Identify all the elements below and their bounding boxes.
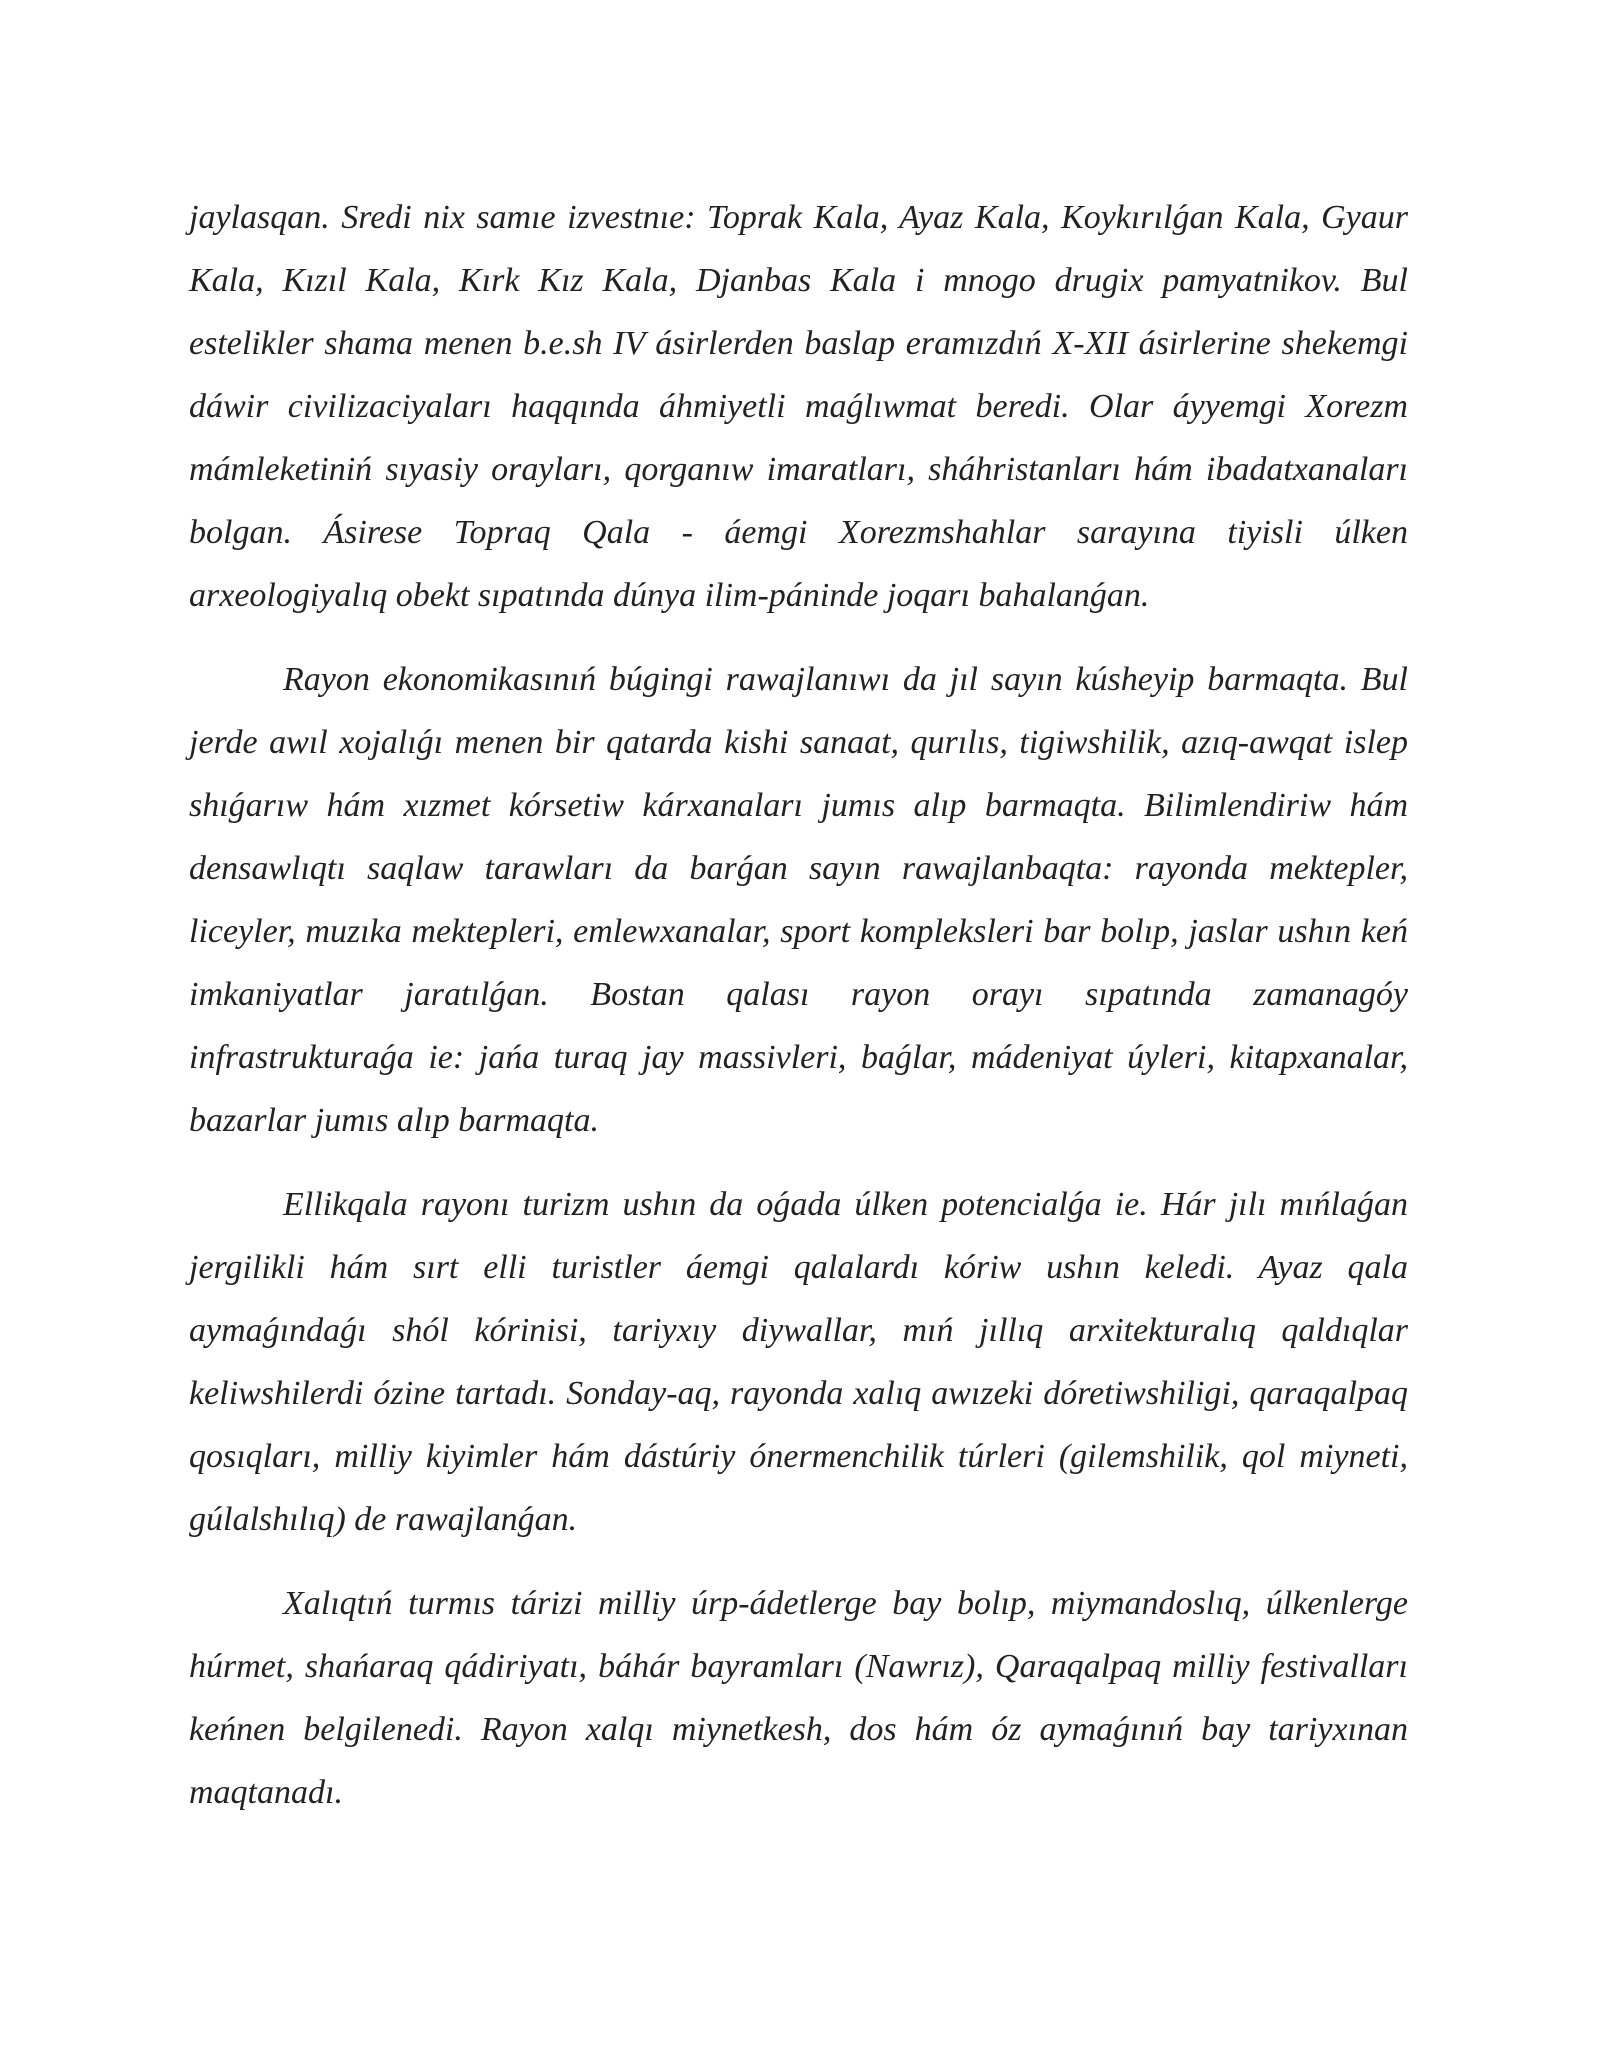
paragraph-3: Ellikqala rayonı turizm ushın da oǵada úlken potencialǵa ie. Hár jılı mıńlaǵan jergilikli hám sırt elli turistler áemgi qalalardı kóriw ushın keledi. Ayaz qala aymaǵındaǵı shól kórinisi, tariyxıy diywallar, mıń jıllıq arxitekturalıq qaldıqlar keliwshilerdi ózine tartadı. Sonday-aq, rayonda xalıq awızeki dóretiwshiligi, qaraqalpaq qosıqları, milliy kiyimler hám dástúriy ónermenchilik túrleri (gilemshilik, qol miyneti, gúlalshılıq) de rawajlanǵan.	[189, 1186, 1408, 1538]
paragraph-4: Xalıqtıń turmıs tárizi milliy úrp-ádetlerge bay bolıp, miymandoslıq, úlkenlerge húrmet, shańaraq qádiriyatı, báhár bayramları (Nawrız), Qaraqalpaq milliy festivalları keńnen belgilenedi. Rayon xalqı miynetkesh, dos hám óz aymaǵınıń bay tariyxınan maqtanadı.	[189, 1585, 1408, 1811]
paragraph-2: Rayon ekonomikasınıń búgingi rawajlanıwı da jıl sayın kúsheyip barmaqta. Bul jerde awıl xojalıǵı menen bir qatarda kishi sanaat, qurılıs, tigiwshilik, azıq-awqat islep shıǵarıw hám xızmet kórsetiw kárxanaları jumıs alıp barmaqta. Bilimlendiriw hám densawlıqtı saqlaw tarawları da barǵan sayın rawajlanbaqta: rayonda mektepler, liceyler, muzıka mektepleri, emlewxanalar, sport kompleksleri bar bolıp, jaslar ushın keń imkaniyatlar jaratılǵan. Bostan qalası rayon orayı sıpatında zamanagóy infrastrukturaǵa ie: jańa turaq jay massivleri, baǵlar, mádeniyat úyleri, kitapxanalar, bazarlar jumıs alıp barmaqta.	[189, 661, 1408, 1139]
paragraph-1: jaylasqan. Sredi nix samıe izvestnıe: Toprak Kala, Ayaz Kala, Koykırılǵan Kala, Gyaur Kala, Kızıl Kala, Kırk Kız Kala, Djanbas Kala i mnogo drugix pamyatnikov. Bul estelikler shama menen b.e.sh IV ásirlerden baslap eramızdıń X-XII ásirlerine shekemgi dáwir civilizaciyaları haqqında áhmiyetli maǵlıwmat beredi. Olar áyyemgi Xorezm mámleketiniń sıyasiy orayları, qorganıw imaratları, sháhristanları hám ibadatxanaları bolgan. Ásirese Topraq Qala - áemgi Xorezmshahlar sarayına tiyisli úlken arxeologiyalıq obekt sıpatında dúnya ilim-páninde joqarı bahalanǵan.	[189, 199, 1408, 614]
document-page	[189, 186, 1408, 1845]
